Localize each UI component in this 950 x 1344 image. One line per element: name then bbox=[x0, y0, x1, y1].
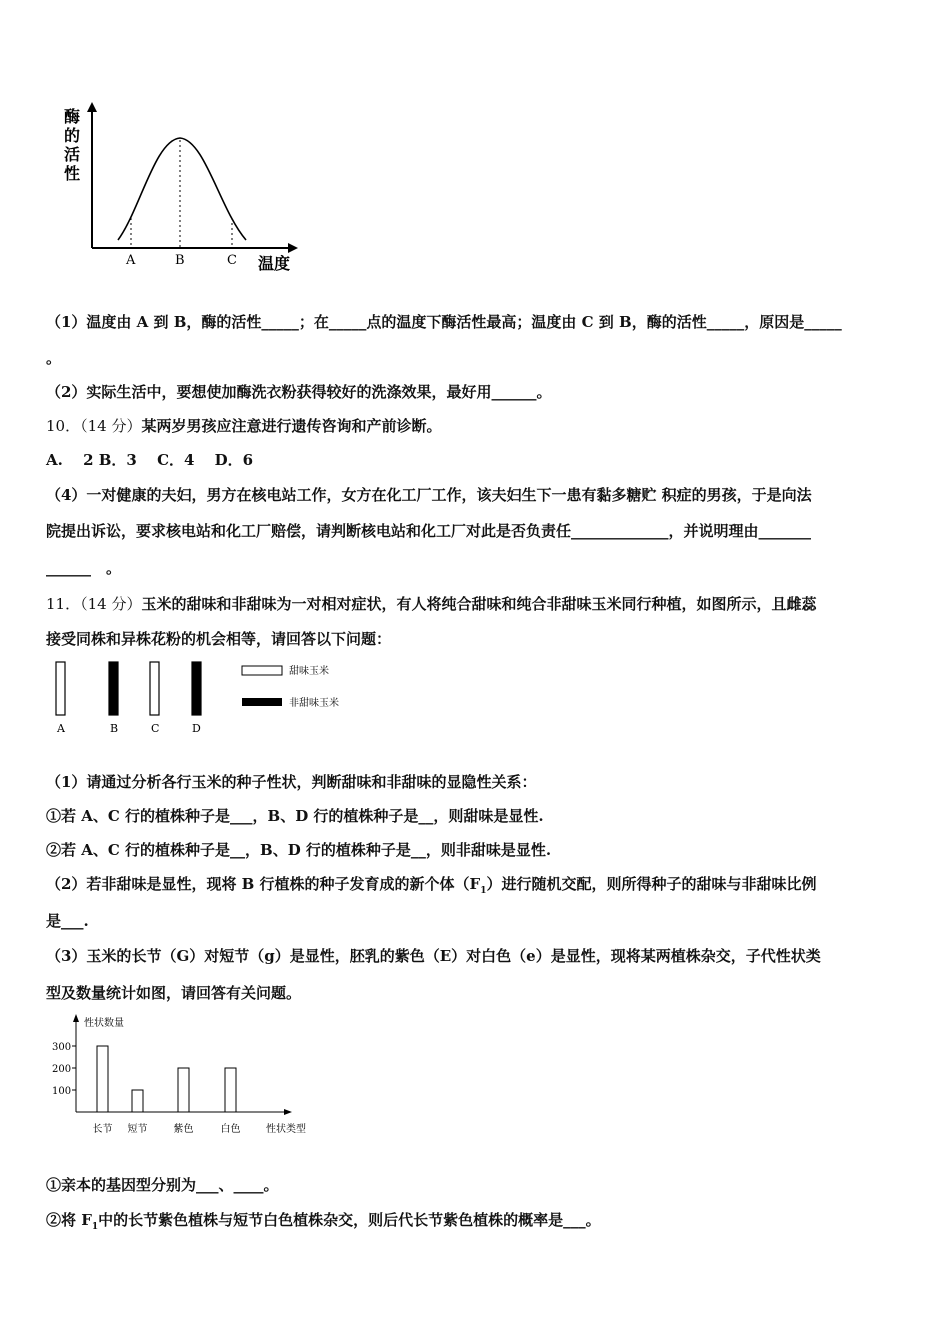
y-tick-label: 300 bbox=[52, 1042, 72, 1053]
category-label: 长节 bbox=[92, 1124, 113, 1135]
q11-sub2 bbox=[46, 874, 817, 901]
bar bbox=[132, 1090, 143, 1112]
row-label-c: C bbox=[151, 722, 160, 735]
trait-bar-chart bbox=[50, 1012, 330, 1142]
row-label-b: B bbox=[110, 722, 119, 735]
q10-number: 10．（14 分） bbox=[46, 417, 142, 435]
corn-row-a bbox=[56, 662, 65, 715]
q11-sub3-q2 bbox=[46, 1210, 601, 1237]
legend-nonsweet-label: 非甜味玉米 bbox=[289, 698, 339, 709]
y-label-char: 酶 bbox=[64, 107, 81, 126]
q10-text: 某两岁男孩应注意进行遗传咨询和产前诊断。 bbox=[141, 417, 442, 435]
corn-rows-diagram bbox=[50, 656, 360, 740]
y-label-char: 活 bbox=[64, 145, 81, 164]
y-axis-title: 性状数量 bbox=[84, 1018, 124, 1029]
q11-sub2-part2: ）进行随机交配，则所得种子的甜味与非甜味比例 bbox=[486, 875, 817, 893]
q11-sub3-q2-part2: 中的长节紫色植株与短节白色植株杂交，则后代长节紫色植株的概率是___。 bbox=[98, 1211, 601, 1229]
q10-sub4-end: ______ 。 bbox=[46, 559, 122, 577]
q11-sub2-part1: （2）若非甜味是显性，现将 B 行植株的种子发育成的新个体（F bbox=[46, 875, 481, 893]
bar bbox=[178, 1068, 189, 1112]
legend-nonsweet-swatch bbox=[242, 698, 282, 706]
q11-sub1: （1）请通过分析各行玉米的种子性状，判断甜味和非甜味的显隐性关系： bbox=[46, 773, 537, 791]
y-tick-label: 100 bbox=[52, 1086, 72, 1097]
q10-sub4: （4）一对健康的夫妇，男方在核电站工作，女方在化工厂工作，该夫妇生下一患有黏多糖贮 积症的男孩，于是向法 bbox=[46, 486, 812, 504]
q11-text: 玉米的甜味和非甜味为一对相对症状，有人将纯合甜味和纯合非甜味玉米同行种植，如图所示，且雌蕊 bbox=[141, 595, 817, 613]
category-label: 短节 bbox=[127, 1124, 148, 1135]
enzyme-activity-chart bbox=[60, 100, 310, 280]
q11-number: 11．（14 分） bbox=[46, 595, 142, 613]
q11-sub1-case2: ②若 A、C 行的植株种子是__，B、D 行的植株种子是__，则非甜味是显性. bbox=[46, 841, 552, 859]
f1-subscript: 1 bbox=[480, 886, 487, 896]
y-label-char: 性 bbox=[64, 164, 81, 183]
x-axis-title: 性状类型 bbox=[266, 1124, 306, 1135]
bar bbox=[225, 1068, 236, 1112]
tick-c: C bbox=[227, 253, 237, 268]
q11-sub3-q2-part1: ②将 F bbox=[46, 1211, 92, 1229]
q11-sub3-cont: 型及数量统计如图，请回答有关问题。 bbox=[46, 984, 302, 1002]
q11-sub2-cont: 是___. bbox=[46, 912, 89, 930]
corn-row-b bbox=[109, 662, 118, 715]
q10-sub4-cont: 院提出诉讼，要求核电站和化工厂赔偿，请判断核电站和化工厂对此是否负责任_____________，并说明理由_______ bbox=[46, 522, 812, 540]
q9-sub2: （2）实际生活中，要想使加酶洗衣粉获得较好的洗涤效果，最好用______。 bbox=[46, 383, 552, 401]
x-label: 温度 bbox=[258, 254, 291, 273]
legend-sweet-swatch bbox=[242, 666, 282, 675]
q10-stem bbox=[46, 416, 441, 436]
q11-sub3: （3）玉米的长节（G）对短节（g）是显性，胚乳的紫色（E）对白色（e）是显性，现将某两植株杂交，子代性状类 bbox=[46, 947, 821, 965]
row-label-d: D bbox=[192, 722, 201, 735]
category-label: 紫色 bbox=[173, 1124, 194, 1135]
category-label: 白色 bbox=[220, 1124, 241, 1135]
corn-row-c bbox=[150, 662, 159, 715]
corn-row-d bbox=[192, 662, 201, 715]
y-tick-label: 200 bbox=[52, 1064, 72, 1075]
enzyme-curve bbox=[118, 138, 246, 240]
legend-sweet-label: 甜味玉米 bbox=[289, 666, 329, 677]
q10-options: A. 2 B．3 C．4 D．6 bbox=[46, 451, 254, 469]
f1-subscript: 1 bbox=[91, 1222, 99, 1232]
tick-a: A bbox=[126, 253, 136, 268]
q9-sub1: （1）温度由 A 到 B，酶的活性_____；在_____点的温度下酶活性最高；温度由 C 到 B，酶的活性_____，原因是_____ bbox=[46, 313, 842, 331]
tick-b: B bbox=[175, 253, 185, 268]
q11-sub1-case1: ①若 A、C 行的植株种子是___，B、D 行的植株种子是__，则甜味是显性. bbox=[46, 807, 544, 825]
q11-stem bbox=[46, 594, 816, 614]
q11-sub3-q1: ①亲本的基因型分别为___、____。 bbox=[46, 1176, 279, 1194]
q9-sub1-cont: 。 bbox=[46, 349, 62, 367]
bar bbox=[97, 1046, 108, 1112]
row-label-a: A bbox=[57, 722, 65, 735]
q11-stem-cont: 接受同株和异株花粉的机会相等，请回答以下问题： bbox=[46, 630, 392, 648]
y-label-char: 的 bbox=[64, 126, 81, 145]
